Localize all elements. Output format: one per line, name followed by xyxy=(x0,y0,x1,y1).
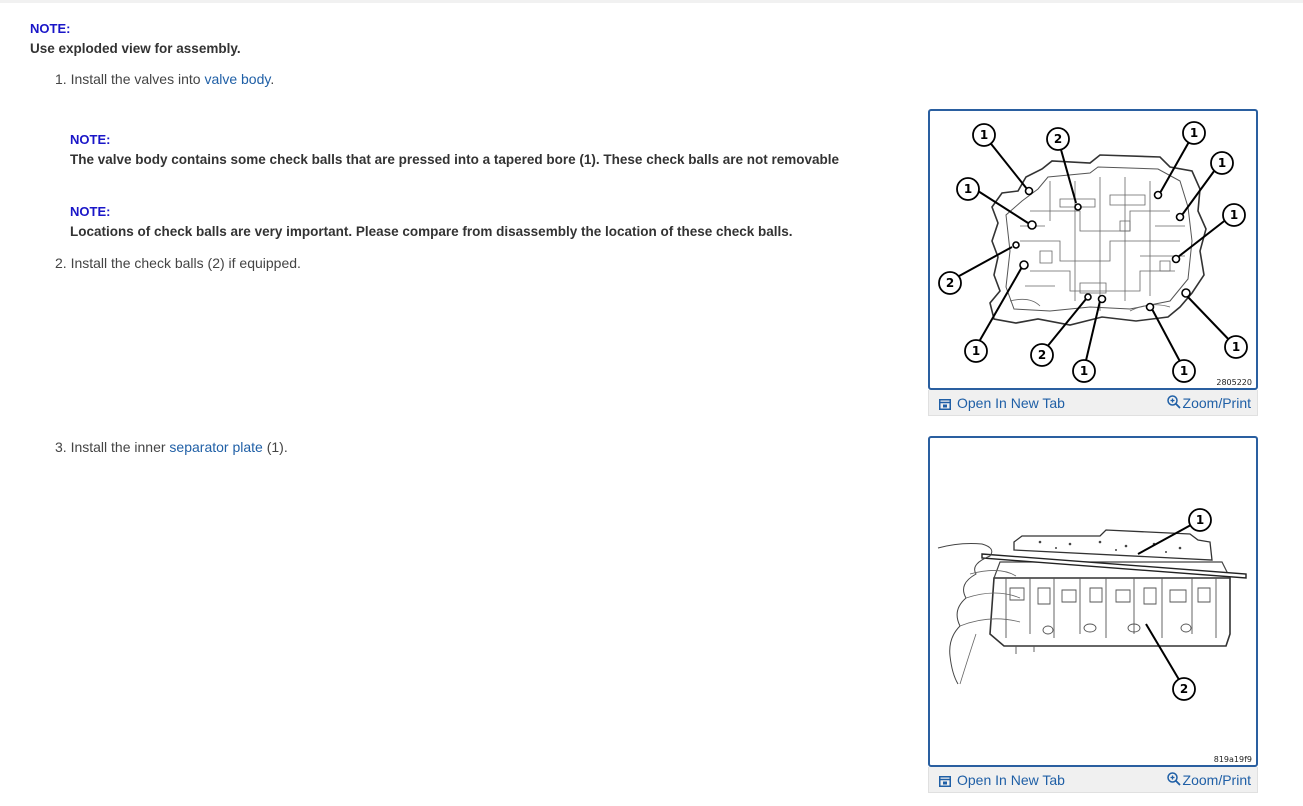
valve-body-link[interactable]: valve body xyxy=(204,71,271,87)
open-in-new-tab-label: Open In New Tab xyxy=(957,395,1065,411)
callout-label: 2 xyxy=(1037,348,1047,362)
callout-label: 1 xyxy=(1179,364,1189,378)
callout-label: 1 xyxy=(971,344,981,358)
callout-label: 1 xyxy=(979,128,989,142)
callout-label: 2 xyxy=(1179,682,1189,696)
callout-label: 1 xyxy=(1195,513,1205,527)
step-text: Install the valves into xyxy=(70,71,205,87)
open-new-tab-icon xyxy=(939,776,951,787)
note-label: NOTE: xyxy=(70,132,111,147)
zoom-print-label: Zoom/Print xyxy=(1182,772,1251,788)
note-label: NOTE: xyxy=(70,204,111,219)
callout-label: 1 xyxy=(1229,208,1239,222)
step-1 xyxy=(55,71,274,87)
note-text: The valve body contains some check balls that are pressed into a tapered bore (1). These check balls are not removable xyxy=(70,152,840,167)
callout-label: 1 xyxy=(1217,156,1227,170)
step-number: 1. xyxy=(55,71,67,87)
callout-label: 2 xyxy=(1053,132,1063,146)
step-2 xyxy=(55,255,301,271)
step-text: Install the check balls (2) if equipped. xyxy=(70,255,301,271)
step-text: Install the inner xyxy=(70,439,170,455)
zoom-print-label: Zoom/Print xyxy=(1182,395,1251,411)
zoom-print-link[interactable] xyxy=(1167,772,1251,788)
step-3 xyxy=(55,439,288,455)
note-label: NOTE: xyxy=(30,21,71,36)
callout-label: 1 xyxy=(1189,126,1199,140)
separator-plate-illustration xyxy=(930,438,1256,765)
figure-id: 2805220 xyxy=(1216,378,1252,387)
zoom-magnifier-icon xyxy=(1167,395,1181,409)
figure-valve-body-check-balls[interactable] xyxy=(928,109,1258,390)
figure-id: 819a19f9 xyxy=(1213,755,1252,764)
zoom-print-link[interactable] xyxy=(1167,395,1251,411)
callout-label: 1 xyxy=(1231,340,1241,354)
figure-2-toolbar xyxy=(928,767,1258,793)
step-text-end: (1). xyxy=(262,439,288,455)
callout-label: 1 xyxy=(1079,364,1089,378)
open-in-new-tab-link[interactable] xyxy=(939,395,1065,411)
callout-label: 1 xyxy=(963,182,973,196)
top-divider xyxy=(0,0,1303,3)
figure-1-toolbar xyxy=(928,390,1258,416)
step-text-end: . xyxy=(270,71,275,87)
note-text: Locations of check balls are very important. Please compare from disassembly the location of these check balls. xyxy=(70,224,793,239)
note-text: Use exploded view for assembly. xyxy=(30,41,241,56)
open-new-tab-icon xyxy=(939,399,951,410)
callout-label: 2 xyxy=(945,276,955,290)
zoom-magnifier-icon xyxy=(1167,772,1181,786)
separator-plate-link[interactable]: separator plate xyxy=(169,439,263,455)
open-in-new-tab-link[interactable] xyxy=(939,772,1065,788)
step-number: 2. xyxy=(55,255,67,271)
valve-body-illustration xyxy=(930,111,1256,388)
step-number: 3. xyxy=(55,439,67,455)
open-in-new-tab-label: Open In New Tab xyxy=(957,772,1065,788)
figure-separator-plate[interactable] xyxy=(928,436,1258,767)
